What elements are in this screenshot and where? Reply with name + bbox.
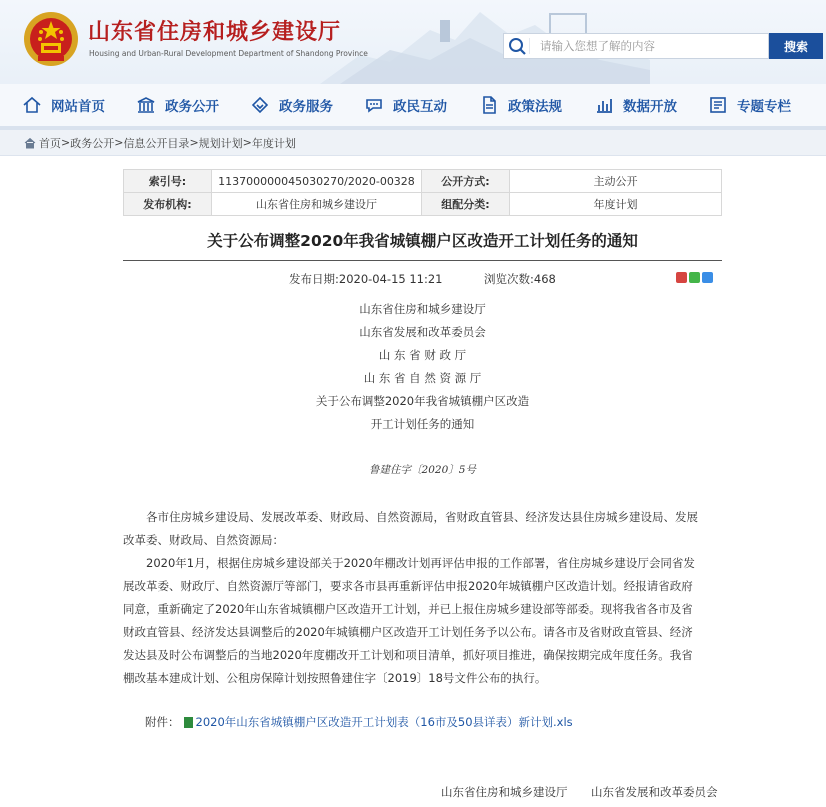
- issuer-line: 山 东 省 财 政 厅: [378, 348, 467, 362]
- page-title: 关于公布调整2020年我省城镇棚户区改造开工计划任务的通知: [207, 232, 638, 250]
- publish-date: 发布日期:2020-04-15 11:21: [289, 272, 443, 286]
- nav-label: 数据开放: [623, 99, 677, 115]
- document-icon: [479, 95, 499, 115]
- breadcrumb-gov-affairs[interactable]: 政务公开: [70, 136, 115, 150]
- breadcrumb-catalog[interactable]: 信息公开目录: [123, 136, 190, 150]
- more-share-icon[interactable]: [702, 272, 713, 283]
- excel-file-icon: [184, 717, 193, 728]
- national-emblem-icon: [22, 10, 80, 68]
- site-subtitle: Housing and Urban-Rural Development Department of Shandong Province: [89, 49, 368, 58]
- document-number: 鲁建住字〔2020〕5号: [369, 464, 476, 476]
- home-icon: [22, 95, 42, 115]
- search-input[interactable]: [540, 34, 766, 58]
- method-label: 公开方式:: [422, 170, 510, 193]
- body-line: 棚改基本建成计划、公租房保障计划按照鲁建住字〔2019〕18号文件公布的执行。: [123, 671, 547, 685]
- org-value: 山东省住房和城乡建设厅: [212, 193, 422, 216]
- nav-item-open-data[interactable]: [594, 84, 677, 126]
- nav-label: 政民互动: [393, 99, 447, 115]
- signature-line: 山东省住房和城乡建设厅: [441, 785, 568, 799]
- body-line: 发达县及时公布调整后的当地2020年度棚改开工计划和项目清单，抓好项目推进，确保按期完成年度任务。我省: [123, 648, 693, 662]
- home-icon: [24, 137, 36, 149]
- site-title[interactable]: 山东省住房和城乡建设厅: [88, 20, 342, 45]
- bar-chart-icon: [594, 95, 614, 115]
- notice-title-line: 关于公布调整2020年我省城镇棚户区改造: [315, 394, 530, 408]
- nav-item-interaction[interactable]: [364, 84, 447, 126]
- main-nav: [0, 84, 826, 126]
- nav-item-gov-services[interactable]: [250, 84, 333, 126]
- attachment-label: 附件：: [145, 715, 180, 729]
- wechat-share-icon[interactable]: [689, 272, 700, 283]
- weibo-share-icon[interactable]: [676, 272, 687, 283]
- breadcrumb-annual-plan[interactable]: 年度计划: [251, 136, 296, 150]
- body-line: 改革委、财政局、自然资源局：: [123, 533, 284, 547]
- body-paragraph: [123, 506, 722, 552]
- attachment-link[interactable]: 2020年山东省城镇棚户区改造开工计划表（16市及50县详表）新计划.xls: [195, 715, 573, 729]
- share-buttons: [676, 272, 713, 283]
- table-row: [124, 193, 722, 216]
- body-line: 展改革委、财政厅、自然资源厅等部门，要求各市县再重新评估申报2020年城镇棚户区改造计划。经报请省政府: [123, 579, 693, 593]
- title-divider: [123, 260, 722, 261]
- search-button[interactable]: 搜索: [769, 33, 823, 59]
- nav-item-policies[interactable]: [479, 84, 562, 126]
- attachment: [145, 714, 573, 730]
- breadcrumb-separator: >: [189, 136, 199, 149]
- nav-item-gov-affairs[interactable]: [136, 84, 219, 126]
- nav-label: 政策法规: [508, 99, 562, 115]
- nav-label: 专题专栏: [737, 99, 791, 115]
- breadcrumb-home[interactable]: 首页: [39, 136, 61, 150]
- search-icon: [506, 35, 530, 57]
- nav-label: 网站首页: [51, 99, 105, 115]
- issuer-line: 山 东 省 自 然 资 源 厅: [363, 371, 482, 385]
- breadcrumb-separator: >: [114, 136, 124, 149]
- table-row: [124, 170, 722, 193]
- nav-item-home[interactable]: [22, 84, 105, 126]
- view-count: 浏览次数:468: [484, 272, 556, 286]
- issuer-line: 山东省住房和城乡建设厅: [359, 302, 486, 316]
- issuer-line: 山东省发展和改革委员会: [359, 325, 486, 339]
- breadcrumb-separator: >: [61, 136, 71, 149]
- body-line: 2020年1月，根据住房城乡建设部关于2020年棚改计划再评估申报的工作部署，省住房城乡建设厅会同省发: [146, 556, 695, 570]
- index-value: 113700000045030270/2020-00328: [212, 170, 422, 193]
- body-line: 同意，重新确定了2020年山东省城镇棚户区改造开工计划，并已上报住房城乡建设部等部委。现将我省各市及省: [123, 602, 693, 616]
- category-label: 组配分类:: [422, 193, 510, 216]
- breadcrumb-planning[interactable]: 规划计划: [198, 136, 243, 150]
- nav-label: 政务服务: [279, 99, 333, 115]
- nav-item-topics[interactable]: [708, 84, 791, 126]
- index-label: 索引号:: [124, 170, 212, 193]
- handshake-icon: [250, 95, 270, 115]
- site-header: [0, 0, 826, 84]
- document-meta-table: [123, 169, 722, 216]
- nav-label: 政务公开: [165, 99, 219, 115]
- topic-icon: [708, 95, 728, 115]
- org-label: 发布机构:: [124, 193, 212, 216]
- building-icon: [136, 95, 156, 115]
- method-value: 主动公开: [510, 170, 722, 193]
- signature-line: 山东省发展和改革委员会: [591, 785, 718, 799]
- body-line: 财政直管县、经济发达县调整后的2020年城镇棚户区改造开工计划任务予以公布。请各市及省财政直管县、经济: [123, 625, 693, 639]
- notice-title-line: 开工计划任务的通知: [370, 417, 475, 431]
- breadcrumb-separator: >: [242, 136, 252, 149]
- body-paragraph: [123, 552, 722, 690]
- breadcrumb: [0, 130, 826, 156]
- chat-icon: [364, 95, 384, 115]
- category-value: 年度计划: [510, 193, 722, 216]
- body-line: 各市住房城乡建设局、发展改革委、财政局、自然资源局，省财政直管县、经济发达县住房城乡建设局、发展: [146, 510, 698, 524]
